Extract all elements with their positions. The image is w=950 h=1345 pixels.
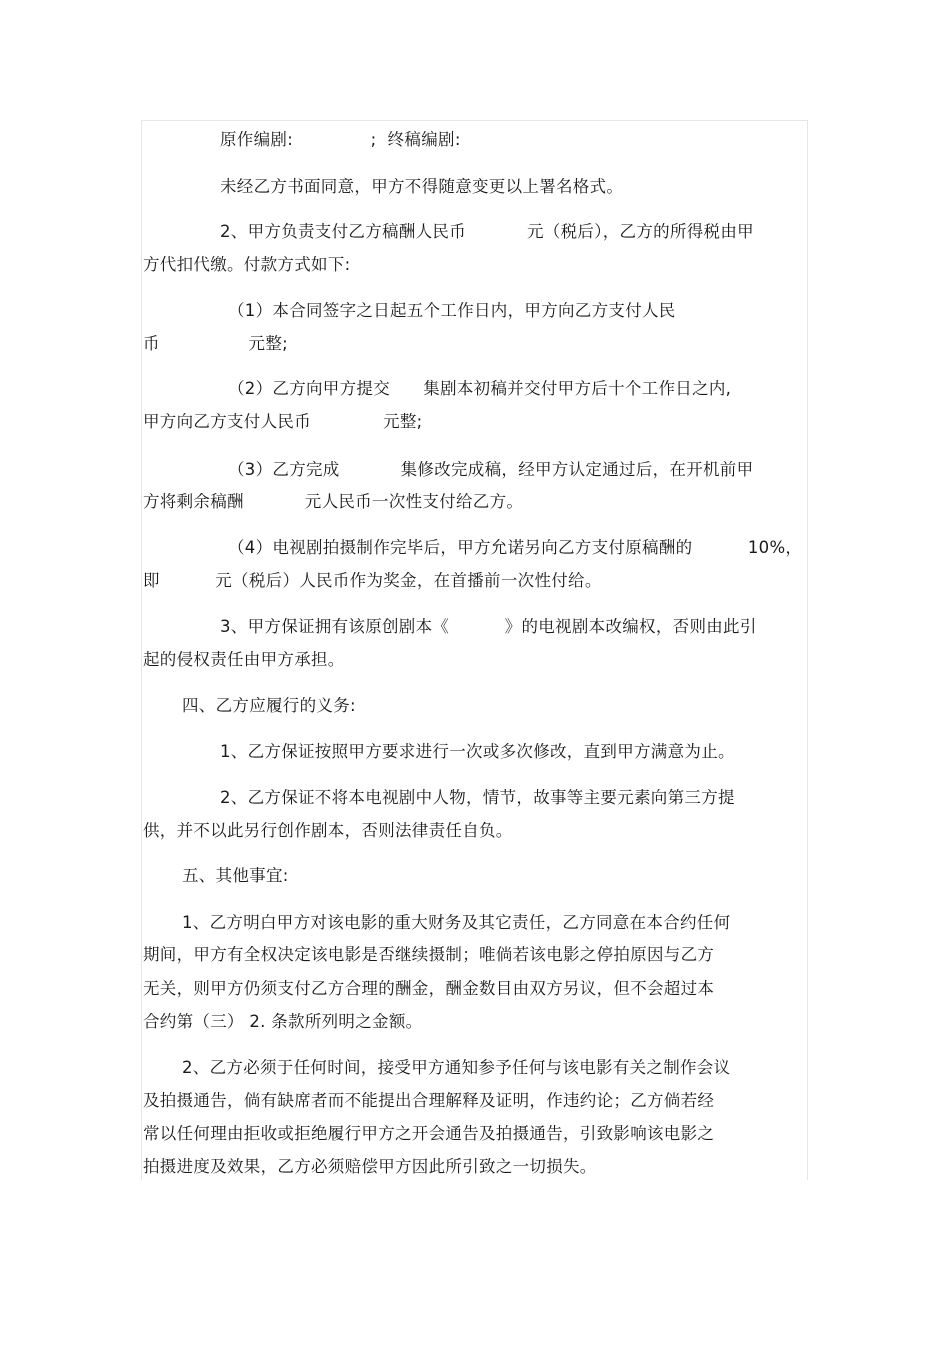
- text-line: 甲方向乙方支付人民币 元整;: [143, 412, 423, 431]
- text-line: （1）本合同签字之日起五个工作日内，甲方向乙方支付人民: [228, 301, 676, 320]
- text-line: （4）电视剧拍摄制作完毕后，甲方允诺另向乙方支付原稿酬的 10%，: [228, 538, 803, 557]
- text-line: 2、甲方负责支付乙方稿酬人民币 元（税后），乙方的所得税由甲: [220, 222, 754, 241]
- text-line: 2、乙方必须于任何时间，接受甲方通知参予任何与该电影有关之制作会议: [182, 1058, 731, 1077]
- text-line: 即 元（税后）人民币作为奖金，在首播前一次性付给。: [143, 571, 602, 590]
- text-line: 1、乙方保证按照甲方要求进行一次或多次修改，直到甲方满意为止。: [220, 742, 735, 761]
- text-line: 方将剩余稿酬 元人民币一次性支付给乙方。: [143, 492, 524, 511]
- text-line: 常以任何理由拒收或拒绝履行甲方之开会通告及拍摄通告，引致影响该电影之: [143, 1124, 715, 1143]
- text-line: 合约第（三） 2. 条款所列明之金额。: [143, 1012, 423, 1031]
- text-line: 方代扣代缴。付款方式如下:: [143, 255, 351, 274]
- text-line: 币 元整;: [143, 334, 288, 353]
- text-line: 期间，甲方有全权决定该电影是否继续摄制；唯倘若该电影之停拍原因与乙方: [143, 945, 715, 964]
- section-heading: 四、乙方应履行的义务:: [182, 696, 356, 715]
- text-line: 未经乙方书面同意，甲方不得随意变更以上署名格式。: [220, 177, 624, 196]
- section-heading: 五、其他事宜:: [182, 866, 289, 885]
- text-line: 及拍摄通告，倘有缺席者而不能提出合理解释及证明，作违约论；乙方倘若经: [143, 1091, 715, 1110]
- text-line: 3、甲方保证拥有该原创剧本《 》的电视剧本改编权，否则由此引: [220, 617, 757, 636]
- text-line: 起的侵权责任由甲方承担。: [143, 650, 345, 669]
- text-line: （2）乙方向甲方提交 集剧本初稿并交付甲方后十个工作日之内,: [228, 379, 732, 398]
- text-line: 供，并不以此另行创作剧本，否则法律责任自负。: [143, 821, 513, 840]
- text-line: 2、乙方保证不将本电视剧中人物，情节，故事等主要元素向第三方提: [220, 788, 735, 807]
- text-line: （3）乙方完成 集修改完成稿，经甲方认定通过后，在开机前甲: [228, 460, 754, 479]
- text-line: 拍摄进度及效果，乙方必须赔偿甲方因此所引致之一切损失。: [143, 1157, 597, 1176]
- text-line: 1、乙方明白甲方对该电影的重大财务及其它责任，乙方同意在本合约任何: [182, 913, 731, 932]
- text-line: 原作编剧: ; 终稿编剧:: [220, 130, 461, 149]
- text-line: 无关，则甲方仍须支付乙方合理的酬金，酬金数目由双方另议，但不会超过本: [143, 979, 715, 998]
